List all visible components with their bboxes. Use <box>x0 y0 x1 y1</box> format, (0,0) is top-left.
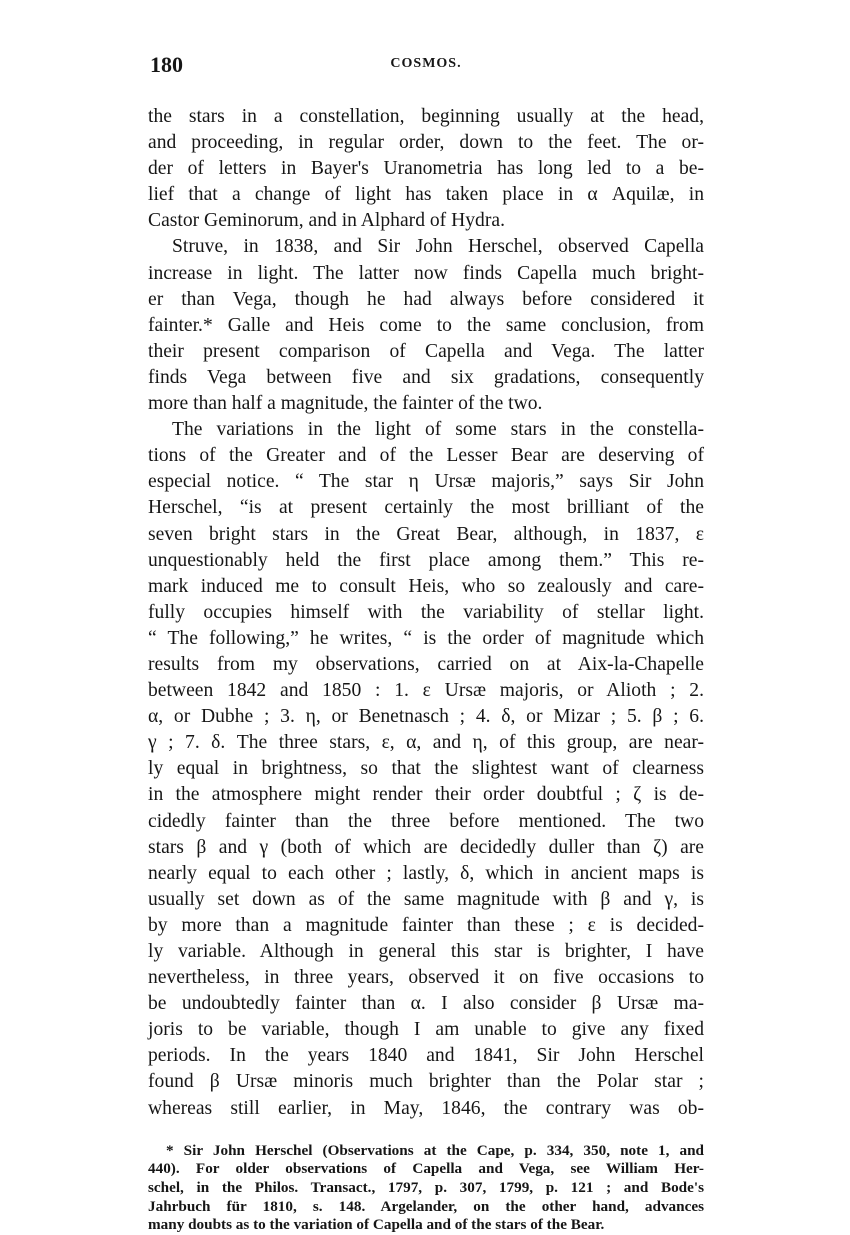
footnote-line: 440). For older observations of Capella and Vega, see William Her- <box>148 1160 704 1178</box>
text-line: increase in light. The latter now finds Capella much bright- <box>148 262 704 284</box>
footnote-line: * Sir John Herschel (Observations at the Cape, p. 334, 350, note 1, and <box>166 1141 704 1159</box>
text-line: between 1842 and 1850 : 1. ε Ursæ majoris, or Alioth ; 2. <box>148 680 704 702</box>
text-line: results from my observations, carried on at Aix-la-Chapelle <box>148 653 704 675</box>
text-line: The variations in the light of some stars in the constella- <box>172 419 704 441</box>
text-line: Herschel, “is at present certainly the most brilliant of the <box>148 497 704 519</box>
page-number: 180 <box>150 52 183 77</box>
text-line: finds Vega between five and six gradations, consequently <box>148 366 704 388</box>
text-line: lief that a change of light has taken place in α Aquilæ, in <box>148 184 704 206</box>
text-line: stars β and γ (both of which are decidedly duller than ζ) are <box>148 836 704 858</box>
page-header <box>148 52 704 82</box>
text-line: der of letters in Bayer's Uranometria has long led to a be- <box>148 158 704 180</box>
text-line: “ The following,” he writes, “ is the order of magnitude which <box>148 627 704 649</box>
text-line: α, or Dubhe ; 3. η, or Benetnasch ; 4. δ, or Mizar ; 5. β ; 6. <box>148 706 704 728</box>
text-line: found β Ursæ minoris much brighter than the Polar star ; <box>148 1071 704 1093</box>
text-line: and proceeding, in regular order, down to the feet. The or- <box>148 132 704 154</box>
text-line: Struve, in 1838, and Sir John Herschel, observed Capella <box>172 236 704 258</box>
text-line: be undoubtedly fainter than α. I also consider β Ursæ ma- <box>148 993 704 1015</box>
text-line: more than half a magnitude, the fainter of the two. <box>148 393 543 415</box>
text-line: er than Vega, though he had always before considered it <box>148 288 704 310</box>
text-line: mark induced me to consult Heis, who so zealously and care- <box>148 575 704 597</box>
text-line: joris to be variable, though I am unable to give any fixed <box>148 1019 704 1041</box>
text-line: fainter.* Galle and Heis come to the same conclusion, from <box>148 314 704 336</box>
text-line: especial notice. “ The star η Ursæ majoris,” says Sir John <box>148 471 704 493</box>
text-line: Castor Geminorum, and in Alphard of Hydra. <box>148 210 505 232</box>
text-line: by more than a magnitude fainter than these ; ε is decided- <box>148 914 704 936</box>
text-line: fully occupies himself with the variability of stellar light. <box>148 601 704 623</box>
text-line: unquestionably held the first place among them.” This re- <box>148 549 704 571</box>
footnote <box>148 1142 704 1235</box>
text-line: usually set down as of the same magnitude with β and γ, is <box>148 888 704 910</box>
text-line: whereas still earlier, in May, 1846, the contrary was ob- <box>148 1097 704 1119</box>
footnote-line: Jahrbuch für 1810, s. 148. Argelander, on the other hand, advances <box>148 1197 704 1215</box>
text-line: ly variable. Although in general this star is brighter, I have <box>148 941 704 962</box>
text-line: tions of the Greater and of the Lesser Bear are deserving of <box>148 445 704 467</box>
running-head: COSMOS. <box>390 56 462 71</box>
text-line: periods. In the years 1840 and 1841, Sir John Herschel <box>148 1045 704 1067</box>
text-line: their present comparison of Capella and Vega. The latter <box>148 340 704 362</box>
text-line: γ ; 7. δ. The three stars, ε, α, and η, of this group, are near- <box>148 732 704 754</box>
body-text <box>148 104 704 1122</box>
text-line: nearly equal to each other ; lastly, δ, which in ancient maps is <box>148 862 704 884</box>
text-line: seven bright stars in the Great Bear, although, in 1837, ε <box>148 523 704 545</box>
footnote-line: many doubts as to the variation of Capella and of the stars of the Bear. <box>148 1216 605 1234</box>
footnote-line: schel, in the Philos. Transact., 1797, p. 307, 1799, p. 121 ; and Bode's <box>148 1179 704 1197</box>
book-page <box>148 52 704 1235</box>
text-line: in the atmosphere might render their order doubtful ; ζ is de- <box>148 784 704 806</box>
text-line: ly equal in brightness, so that the slightest want of clearness <box>148 758 704 780</box>
text-line: nevertheless, in three years, observed it on five occasions to <box>148 967 704 989</box>
text-line: the stars in a constellation, beginning usually at the head, <box>148 106 704 127</box>
text-line: cidedly fainter than the three before mentioned. The two <box>148 810 704 832</box>
